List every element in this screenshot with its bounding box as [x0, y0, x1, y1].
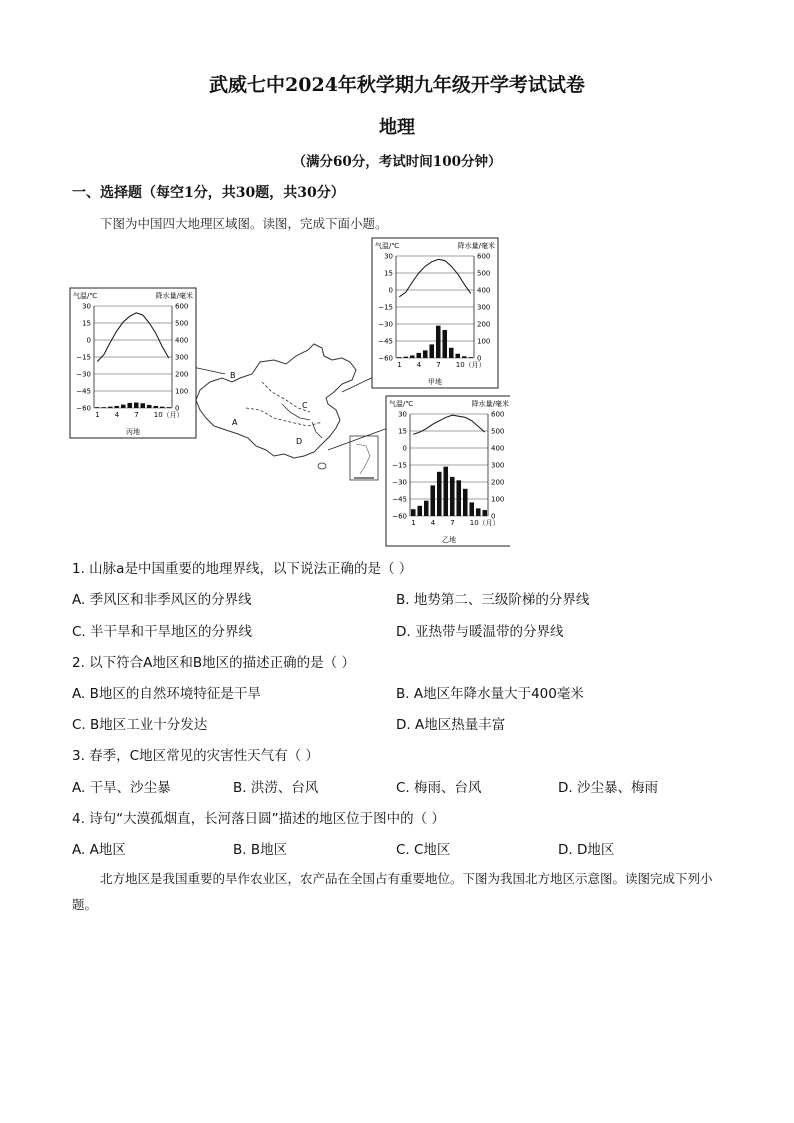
precipitation-bar: [127, 403, 132, 408]
chart-name-label: 丙地: [126, 428, 140, 436]
temperature-tick-label: 0: [86, 336, 91, 345]
precipitation-bar: [462, 356, 467, 358]
month-tick-label: 1: [95, 411, 100, 419]
question-2-option-b[interactable]: B. A地区年降水量大于400毫米: [396, 686, 584, 702]
precipitation-tick-label: 400: [491, 444, 505, 453]
question-1-option-a[interactable]: A. 季风区和非季风区的分界线: [72, 592, 252, 608]
temperature-tick-label: −30: [76, 370, 91, 379]
precipitation-bar: [482, 510, 487, 516]
precipitation-bar: [430, 485, 435, 516]
precipitation-tick-label: 100: [477, 337, 491, 346]
question-1-stem: 1. 山脉a是中国重要的地理界线，以下说法正确的是（ ）: [72, 561, 413, 577]
question-3-stem: 3. 春季，C地区常见的灾害性天气有（ ）: [72, 748, 319, 764]
climate-chart-yi: [386, 396, 510, 546]
precipitation-unit-label: 降水量/毫米: [155, 292, 193, 300]
china-map: [196, 344, 378, 480]
question-1-option-c[interactable]: C. 半干旱和干旱地区的分界线: [72, 624, 253, 640]
month-tick-label: 1: [397, 361, 402, 369]
month-tick-label: 4: [114, 411, 120, 419]
precipitation-tick-label: 400: [175, 336, 189, 345]
temperature-tick-label: 30: [384, 252, 393, 261]
month-tick-label: 7: [436, 361, 441, 369]
precipitation-bar: [437, 472, 442, 516]
precipitation-bar: [101, 407, 106, 408]
precipitation-bar: [147, 405, 152, 408]
month-tick-label: 10（月）: [455, 361, 486, 369]
temperature-tick-label: −15: [378, 303, 393, 312]
precipitation-bar: [476, 508, 481, 516]
month-tick-label: 4: [430, 519, 436, 527]
precipitation-bar: [166, 407, 171, 408]
precipitation-bar: [397, 357, 402, 358]
passage-north-region: 北方地区是我国重要的旱作农业区，农产品在全国占有重要地位。下图为我国北方地区示意图。读图完成下列小题。: [72, 871, 713, 912]
month-tick-label: 4: [416, 361, 422, 369]
precipitation-tick-label: 300: [491, 461, 505, 470]
precipitation-bar: [436, 326, 441, 358]
temperature-tick-label: 15: [82, 319, 91, 328]
precipitation-bar: [114, 406, 119, 408]
precipitation-tick-label: 0: [477, 354, 482, 363]
temperature-tick-label: 30: [82, 302, 91, 311]
precipitation-bar: [456, 480, 461, 516]
question-3-option-d[interactable]: D. 沙尘暴、梅雨: [558, 780, 658, 796]
precipitation-bar: [423, 350, 428, 358]
exam-subject: 地理: [379, 117, 415, 138]
climate-chart-bing: [70, 288, 196, 438]
precipitation-unit-label: 降水量/毫米: [471, 400, 509, 408]
temperature-unit-label: 气温/℃: [389, 400, 414, 408]
month-tick-label: 1: [411, 519, 416, 527]
precipitation-tick-label: 300: [175, 353, 189, 362]
precipitation-tick-label: 0: [175, 404, 180, 413]
question-4-option-a[interactable]: A. A地区: [72, 842, 126, 858]
temperature-tick-label: −45: [378, 337, 393, 346]
temperature-unit-label: 气温/℃: [73, 292, 98, 300]
question-3-option-a[interactable]: A. 干旱、沙尘暴: [72, 780, 171, 796]
precipitation-tick-label: 500: [491, 427, 505, 436]
precipitation-bar: [469, 502, 474, 516]
precipitation-tick-label: 500: [477, 269, 491, 278]
question-2-option-a[interactable]: A. B地区的自然环境特征是干旱: [72, 686, 261, 702]
temperature-tick-label: −45: [392, 495, 407, 504]
precipitation-bar: [429, 344, 434, 358]
month-tick-label: 7: [134, 411, 139, 419]
question-3-option-b[interactable]: B. 洪涝、台风: [233, 780, 319, 796]
question-4-option-c[interactable]: C. C地区: [396, 842, 451, 858]
section-heading: 一、选择题（每空1分，共30题，共30分）: [72, 185, 345, 201]
precipitation-tick-label: 600: [477, 252, 491, 261]
temperature-tick-label: 15: [398, 427, 407, 436]
temperature-tick-label: −60: [378, 354, 393, 363]
precipitation-bar: [417, 506, 422, 516]
precipitation-tick-label: 0: [491, 512, 496, 521]
precipitation-bar: [411, 509, 416, 516]
temperature-tick-label: −15: [76, 353, 91, 362]
precipitation-tick-label: 600: [175, 302, 189, 311]
precipitation-tick-label: 400: [477, 286, 491, 295]
precipitation-bar: [463, 489, 468, 516]
china-regions-figure: [60, 232, 510, 552]
precipitation-bar: [416, 353, 421, 358]
temperature-tick-label: −30: [378, 320, 393, 329]
precipitation-bar: [121, 405, 126, 408]
precipitation-tick-label: 200: [491, 478, 505, 487]
temperature-tick-label: −15: [392, 461, 407, 470]
precipitation-bar: [450, 477, 455, 516]
month-tick-label: 10（月）: [153, 411, 184, 419]
precipitation-tick-label: 600: [491, 410, 505, 419]
precipitation-bar: [108, 407, 113, 408]
precipitation-tick-label: 300: [477, 303, 491, 312]
question-2-stem: 2. 以下符合A地区和B地区的描述正确的是（ ）: [72, 655, 355, 671]
map-label-d: D: [296, 437, 303, 446]
precipitation-tick-label: 500: [175, 319, 189, 328]
temperature-tick-label: −60: [392, 512, 407, 521]
section-intro: 下图为中国四大地理区域图。读图，完成下面小题。: [100, 216, 388, 231]
precipitation-bar: [403, 357, 408, 358]
precipitation-tick-label: 100: [491, 495, 505, 504]
map-label-b: B: [230, 371, 236, 380]
temperature-tick-label: 15: [384, 269, 393, 278]
map-label-a: A: [232, 418, 238, 427]
precipitation-bar: [410, 355, 415, 358]
question-3-option-c[interactable]: C. 梅雨、台风: [396, 780, 482, 796]
precipitation-bar: [160, 407, 165, 408]
precipitation-tick-label: 200: [175, 370, 189, 379]
precipitation-bar: [140, 403, 145, 408]
chart-name-label: 乙地: [442, 536, 456, 544]
question-4-stem: 4. 诗句“大漠孤烟直，长河落日圆”描述的地区位于图中的（ ）: [72, 811, 445, 827]
question-4-option-b[interactable]: B. B地区: [233, 842, 288, 858]
precipitation-bar: [95, 407, 100, 408]
precipitation-bar: [134, 403, 139, 408]
question-2-option-c[interactable]: C. B地区工业十分发达: [72, 717, 208, 733]
temperature-tick-label: −30: [392, 478, 407, 487]
precipitation-bar: [443, 467, 448, 516]
precipitation-bar: [153, 406, 158, 408]
month-tick-label: 7: [450, 519, 455, 527]
temperature-tick-label: −60: [76, 404, 91, 413]
question-1-option-b[interactable]: B. 地势第二、三级阶梯的分界线: [396, 592, 590, 608]
precipitation-bar: [442, 330, 447, 358]
precipitation-unit-label: 降水量/毫米: [457, 242, 495, 250]
temperature-tick-label: 30: [398, 410, 407, 419]
question-2-option-d[interactable]: D. A地区热量丰富: [396, 717, 506, 733]
temperature-tick-label: 0: [402, 444, 407, 453]
month-tick-label: 10（月）: [469, 519, 500, 527]
precipitation-bar: [449, 348, 454, 358]
question-4-option-d[interactable]: D. D地区: [558, 842, 615, 858]
temperature-tick-label: −45: [76, 387, 91, 396]
exam-note: （满分60分，考试时间100分钟）: [292, 154, 502, 170]
precipitation-tick-label: 100: [175, 387, 189, 396]
precipitation-bar: [424, 501, 429, 516]
temperature-tick-label: 0: [388, 286, 393, 295]
temperature-unit-label: 气温/℃: [375, 242, 400, 250]
map-label-c: C: [302, 401, 308, 410]
chart-name-label: 甲地: [428, 378, 442, 386]
exam-title: 武威七中2024年秋学期九年级开学考试试卷: [209, 74, 585, 96]
precipitation-tick-label: 200: [477, 320, 491, 329]
question-1-option-d[interactable]: D. 亚热带与暖温带的分界线: [396, 624, 564, 640]
precipitation-bar: [455, 354, 460, 358]
precipitation-bar: [468, 357, 473, 358]
climate-chart-jia: [372, 238, 498, 388]
